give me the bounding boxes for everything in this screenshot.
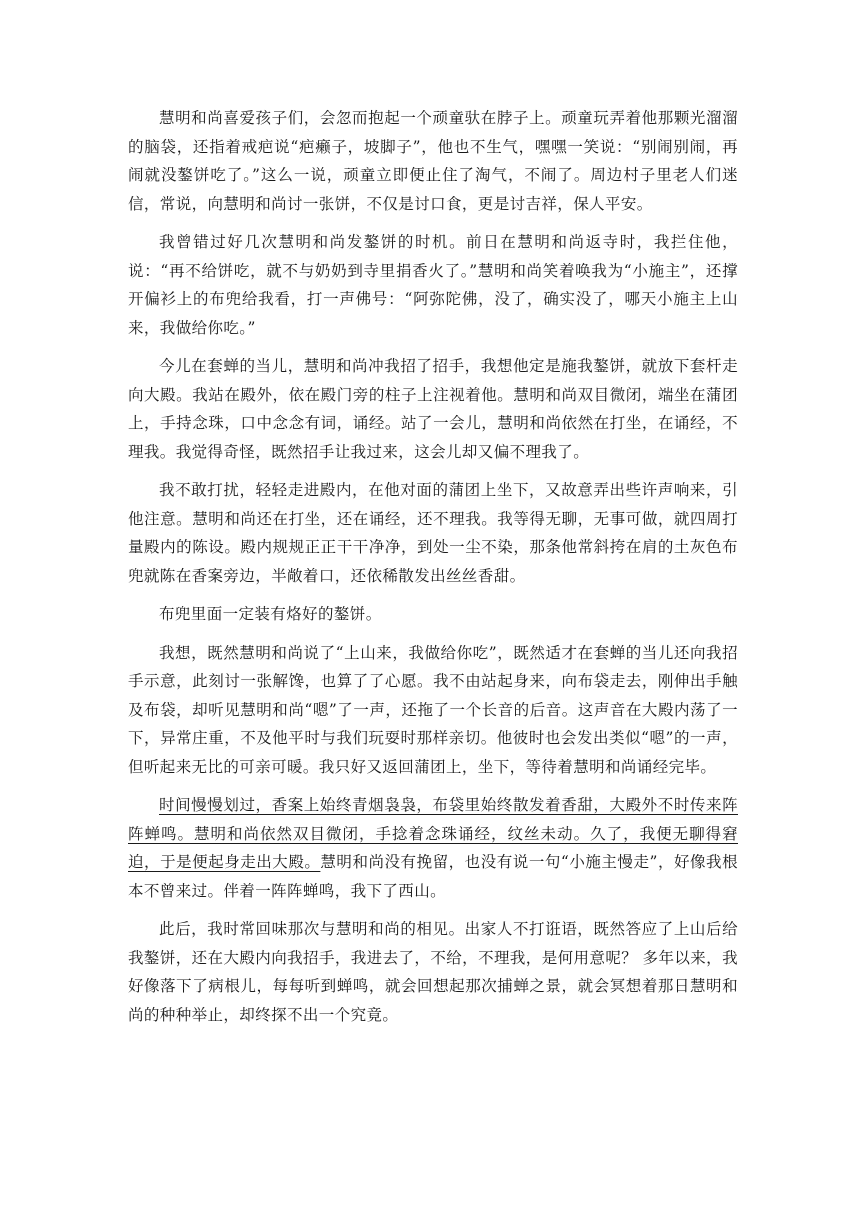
paragraph-2 <box>128 228 738 342</box>
paragraph-text: 我想，既然慧明和尚说了“上山来，我做给你吃”，既然适才在套蝉的当儿还向我招手示意，此刻讨一张解馋，也算了了心愿。我不由站起身来，向布袋走去，刚伸出手触及布袋，却听见慧明和尚“嗯”了一声，还拖了一个长音的后音。这声音在大殿内荡了一下，异常庄重，不及他平时与我们玩耍时那样亲切。他彼时也会发出类似“嗯”的一声，但听起来无比的可亲可暖。我只好又返回蒲团上，坐下，等待着慧明和尚诵经完毕。 <box>128 643 738 776</box>
paragraph-text: 我曾错过好几次慧明和尚发鏊饼的时机。前日在慧明和尚返寺时，我拦住他，说：“再不给饼吃，就不与奶奶到寺里捐香火了。”慧明和尚笑着唤我为“小施主”，还撑开偏衫上的布兜给我看，打一声佛号：“阿弥陀佛，没了，确实没了，哪天小施主上山来，我做给你吃。” <box>128 233 738 337</box>
paragraph-5 <box>128 600 738 629</box>
paragraph-1 <box>128 104 738 218</box>
paragraph-3 <box>128 352 738 466</box>
paragraph-4 <box>128 476 738 590</box>
paragraph-text: 慧明和尚没有挽留，也没有说一句“小施主慢走”，好像我根本不曾来过。伴着一阵阵蝉鸣，我下了西山。 <box>128 853 738 900</box>
underlined-passage: 时间慢慢划过，香案上始终青烟袅袅，布袋里始终散发着香甜，大殿外不时传来阵阵蝉鸣。慧明和尚依然双目微闭，手捻着念珠诵经，纹丝未动。久了，我便无聊得窘迫，于是便起身走出大殿。 <box>128 796 738 871</box>
paragraph-text: 布兜里面一定装有烙好的鏊饼。 <box>159 605 382 623</box>
paragraph-text: 此后，我时常回味那次与慧明和尚的相见。出家人不打诳语，既然答应了上山后给我鏊饼，还在大殿内向我招手，我进去了，不给，不理我，是何用意呢？ 多年以来，我好像落下了病根儿，每每听到蝉鸣，就会回想起那次捕蝉之景，就会冥想着那日慧明和尚的种种举止，却终探不出一个究竟。 <box>128 920 738 1024</box>
paragraph-text: 今儿在套蝉的当儿，慧明和尚冲我招了招手，我想他定是施我鏊饼，就放下套杆走向大殿。我站在殿外，依在殿门旁的柱子上注视着他。慧明和尚双目微闭，端坐在蒲团上，手持念珠，口中念念有词，诵经。站了一会儿，慧明和尚依然在打坐，在诵经，不理我。我觉得奇怪，既然招手让我过来，这会儿却又偏不理我了。 <box>128 357 738 461</box>
paragraph-text: 慧明和尚喜爱孩子们，会忽而抱起一个顽童驮在脖子上。顽童玩弄着他那颗光溜溜的脑袋，还指着戒疤说“疤癞子，坡脚子”，他也不生气，嘿嘿一笑说：“别闹别闹，再闹就没鏊饼吃了。”这么一说，顽童立即便止住了淘气，不闹了。周边村子里老人们迷信，常说，向慧明和尚讨一张饼，不仅是讨口食，更是讨吉祥，保人平安。 <box>128 109 738 213</box>
paragraph-6 <box>128 639 738 782</box>
paragraph-7 <box>128 791 738 905</box>
article-body <box>128 104 738 1039</box>
paragraph-text: 我不敢打扰，轻轻走进殿内，在他对面的蒲团上坐下，又故意弄出些许声响来，引他注意。慧明和尚还在打坐，还在诵经，还不理我。我等得无聊，无事可做，就四周打量殿内的陈设。殿内规规正正干干净净，到处一尘不染，那条他常斜挎在肩的土灰色布兜就陈在香案旁边，半敞着口，还依稀散发出丝丝香甜。 <box>128 481 738 585</box>
paragraph-8 <box>128 915 738 1029</box>
